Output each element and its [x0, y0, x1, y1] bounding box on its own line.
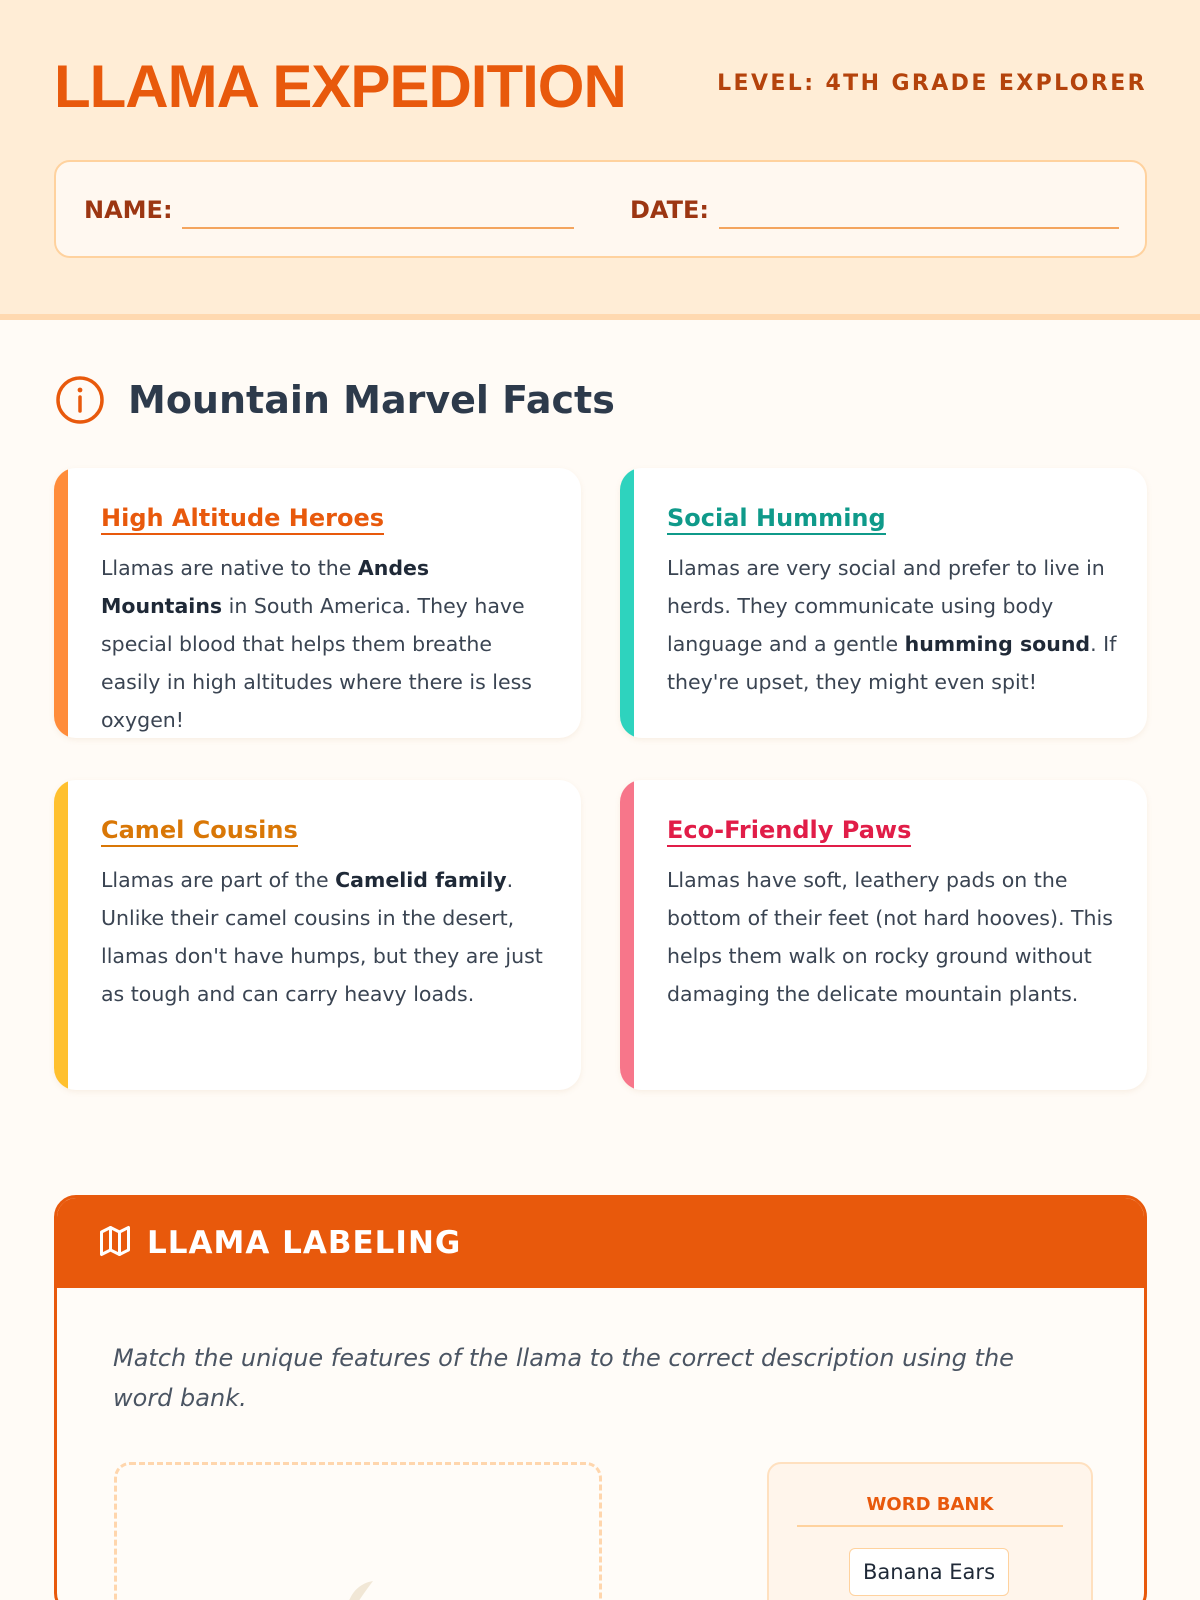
- facts-section-header: [54, 372, 615, 428]
- word-bank-title: WORD BANK: [797, 1494, 1063, 1527]
- word-bank: [767, 1462, 1093, 1600]
- name-date-box: [54, 160, 1147, 258]
- name-field[interactable]: [182, 227, 574, 229]
- fact-card-title: Camel Cousins: [101, 816, 298, 847]
- fact-card: [620, 468, 1147, 738]
- fact-card-title: Eco-Friendly Paws: [667, 816, 911, 847]
- fact-card: [54, 780, 581, 1090]
- name-label: NAME:: [84, 196, 173, 224]
- labeling-title: LLAMA LABELING: [147, 1225, 462, 1261]
- fact-card-body: Llamas are part of the Camelid family. Unlike their camel cousins in the desert, llamas don't have humps, but they are just as tough and can carry heavy loads.: [101, 868, 543, 1006]
- fact-card-title: High Altitude Heroes: [101, 504, 384, 535]
- worksheet-title: LLAMA EXPEDITION: [54, 53, 626, 120]
- info-circle-icon: [54, 374, 106, 426]
- fact-card: [620, 780, 1147, 1090]
- fact-card-body: Llamas have soft, leathery pads on the bottom of their feet (not hard hooves). This helps them walk on rocky ground without damaging the delicate mountain plants.: [667, 868, 1113, 1006]
- labeling-section: [54, 1195, 1147, 1600]
- worksheet-header: [0, 0, 1200, 320]
- fact-card: [54, 468, 581, 738]
- labeling-instructions: Match the unique features of the llama to the correct description using the word bank.: [113, 1344, 1014, 1412]
- facts-section-title: Mountain Marvel Facts: [128, 378, 615, 422]
- date-label: DATE:: [630, 196, 709, 224]
- llama-diagram-area: [114, 1462, 602, 1600]
- map-icon: [97, 1223, 133, 1263]
- fact-card-body: Llamas are native to the Andes Mountains in South America. They have special blood that helps them breathe easily in high altitudes where there is less oxygen!: [101, 556, 532, 732]
- fact-card-title: Social Humming: [667, 504, 886, 535]
- word-bank-item[interactable]: Banana Ears: [849, 1548, 1009, 1596]
- fact-card-body: Llamas are very social and prefer to live in herds. They communicate using body language and a gentle humming sound. If they're upset, they might even spit!: [667, 556, 1117, 694]
- llama-ear-icon: [343, 1577, 383, 1600]
- date-field[interactable]: [719, 227, 1119, 229]
- labeling-header: [57, 1198, 1144, 1288]
- grade-level: LEVEL: 4TH GRADE EXPLORER: [717, 71, 1147, 96]
